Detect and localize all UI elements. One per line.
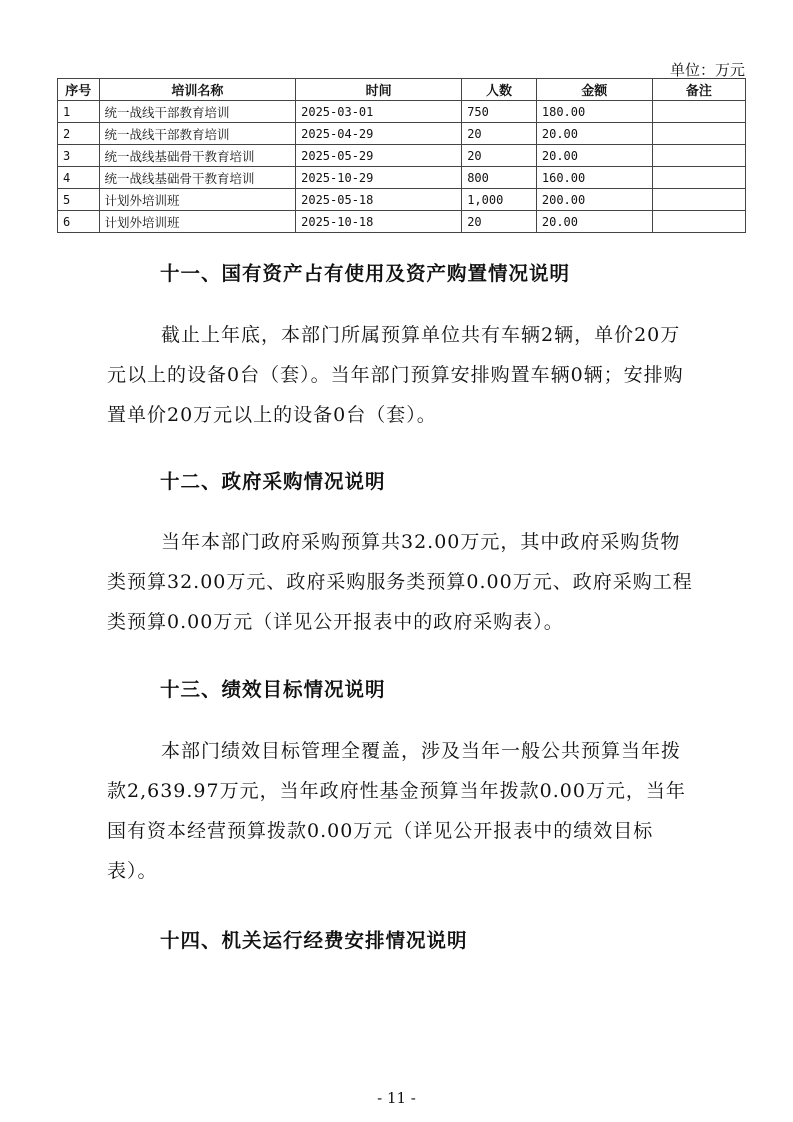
section-12-title: 十二、政府采购情况说明 [160, 470, 386, 493]
cell-training-name: 统一战线干部教育培训 [99, 123, 296, 145]
cell-remark [652, 189, 745, 211]
section-11-title: 十一、国有资产占有使用及资产购置情况说明 [160, 262, 571, 285]
section-11-body: 截止上年底，本部门所属预算单位共有车辆2辆，单价20万元以上的设备0台（套）。当年部门预算安排购置车辆0辆；安排购置单价20万元以上的设备0台（套）。 [107, 324, 684, 426]
table-row [58, 167, 746, 189]
table-row [58, 123, 746, 145]
cell-amount: 160.00 [536, 167, 652, 189]
cell-remark [652, 101, 745, 123]
section-12-body: 当年本部门政府采购预算共32.00万元，其中政府采购货物类预算32.00万元、政府采购服务类预算0.00万元、政府采购工程类预算0.00万元（详见公开报表中的政府采购表）。 [107, 531, 693, 633]
cell-training-name: 统一战线基础骨干教育培训 [99, 167, 296, 189]
cell-seq: 5 [58, 189, 100, 211]
cell-remark [652, 123, 745, 145]
cell-people: 750 [462, 101, 537, 123]
cell-time: 2025-04-29 [296, 123, 462, 145]
cell-seq: 2 [58, 123, 100, 145]
cell-seq: 4 [58, 167, 100, 189]
cell-time: 2025-03-01 [296, 101, 462, 123]
cell-training-name: 统一战线干部教育培训 [99, 101, 296, 123]
table-header-row [58, 79, 746, 101]
cell-amount: 20.00 [536, 123, 652, 145]
cell-training-name: 统一战线基础骨干教育培训 [99, 145, 296, 167]
section-13-title: 十三、绩效目标情况说明 [160, 678, 386, 701]
header-amount: 金额 [536, 79, 652, 101]
table-row [58, 189, 746, 211]
cell-people: 20 [462, 145, 537, 167]
section-14-title: 十四、机关运行经费安排情况说明 [160, 929, 468, 952]
cell-seq: 1 [58, 101, 100, 123]
cell-people: 1,000 [462, 189, 537, 211]
section-13-body: 本部门绩效目标管理全覆盖，涉及当年一般公共预算当年拨款2,639.97万元，当年政府性基金预算当年拨款0.00万元，当年国有资本经营预算拨款0.00万元（详见公开报表中的绩效目标表）。 [107, 740, 686, 882]
header-training-name: 培训名称 [99, 79, 296, 101]
cell-training-name: 计划外培训班 [99, 211, 296, 233]
table-row [58, 101, 746, 123]
cell-amount: 200.00 [536, 189, 652, 211]
training-table [57, 78, 746, 233]
cell-people: 800 [462, 167, 537, 189]
cell-training-name: 计划外培训班 [99, 189, 296, 211]
header-time: 时间 [296, 79, 462, 101]
cell-time: 2025-10-18 [296, 211, 462, 233]
page-number: - 11 - [377, 1089, 416, 1107]
cell-seq: 3 [58, 145, 100, 167]
cell-remark [652, 167, 745, 189]
header-seq: 序号 [58, 79, 100, 101]
cell-time: 2025-05-18 [296, 189, 462, 211]
cell-seq: 6 [58, 211, 100, 233]
cell-remark [652, 145, 745, 167]
cell-amount: 180.00 [536, 101, 652, 123]
header-remark: 备注 [652, 79, 745, 101]
cell-people: 20 [462, 211, 537, 233]
cell-time: 2025-05-29 [296, 145, 462, 167]
unit-label: 单位：万元 [669, 61, 745, 79]
cell-amount: 20.00 [536, 211, 652, 233]
cell-remark [652, 211, 745, 233]
cell-amount: 20.00 [536, 145, 652, 167]
table-row [58, 145, 746, 167]
cell-people: 20 [462, 123, 537, 145]
header-people: 人数 [462, 79, 537, 101]
cell-time: 2025-10-29 [296, 167, 462, 189]
table-row [58, 211, 746, 233]
